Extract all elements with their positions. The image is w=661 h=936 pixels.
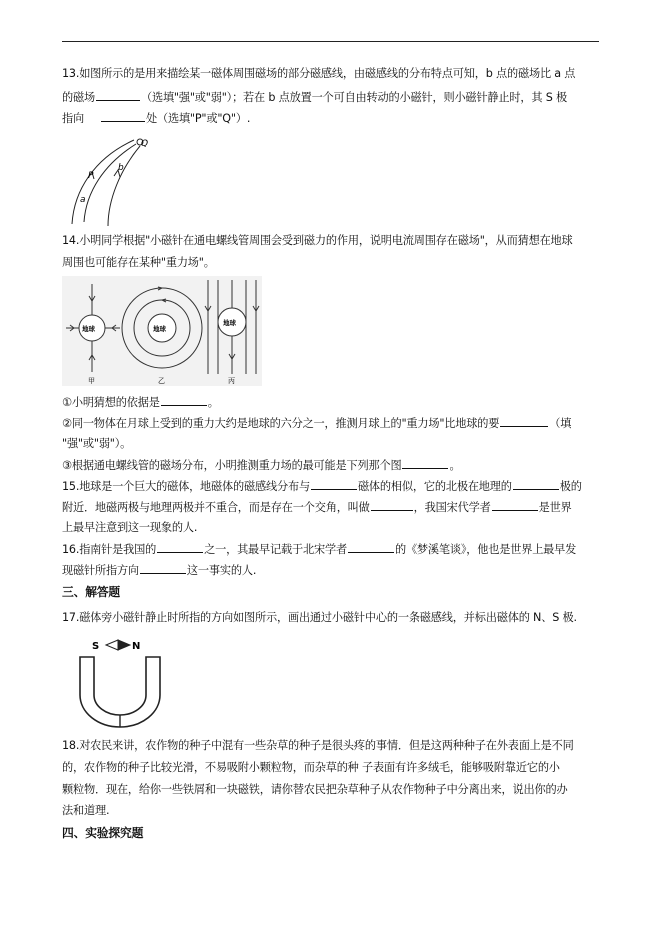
q18-line2: 的，农作物的种子比较光滑，不易吸附小颗粒物，而杂草的种 子表面有许多绒毛，能够吸附靠近它的小	[62, 761, 560, 774]
q15-blank-1[interactable]	[311, 478, 357, 490]
q14-sub1-a: ①小明猜想的依据是	[62, 396, 160, 409]
q14-sub3-a: ③根据通电螺线管的磁场分布，小明推测重力场的最可能是下列那个图	[62, 459, 402, 472]
q16-blank-3[interactable]	[140, 562, 186, 574]
q13-line2-a: 的磁场	[62, 91, 95, 104]
q13-blank-1[interactable]	[96, 89, 140, 101]
q13-line2-b: （选填"强"或"弱"）；若在 b 点放置一个可自由转动的小磁针，则小磁针静止时，其 S 极	[140, 91, 567, 104]
q14-figure	[62, 276, 262, 386]
earth-label-yi: 地球	[153, 325, 166, 333]
field-line-2	[84, 144, 136, 222]
q13-blank-2[interactable]	[101, 110, 145, 122]
label-bing: 丙	[228, 377, 235, 385]
q17-figure	[74, 635, 168, 731]
q15-line1	[62, 478, 582, 495]
u-magnet-diagram	[74, 635, 168, 731]
gravity-field-diagrams	[62, 276, 262, 386]
q14-blank-3[interactable]	[402, 457, 448, 469]
q16-l1-b: 之一，其最早记载于北宋学者	[204, 543, 347, 556]
label-p: P	[88, 171, 94, 181]
q16-l1-a: 16.指南针是我国的	[62, 543, 157, 556]
q15-line2	[62, 499, 572, 516]
q16-blank-2[interactable]	[348, 541, 394, 553]
q15-line3: 上最早注意到这一现象的人.	[62, 521, 198, 534]
q15-blank-2[interactable]	[513, 478, 559, 490]
field-line-1	[72, 140, 134, 224]
q16-l2-a: 现磁针所指方向	[62, 564, 139, 577]
q17-text: 17.磁体旁小磁针静止时所指的方向如图所示，画出通过小磁针中心的一条磁感线，并标出磁体的 N、S 极.	[62, 611, 577, 624]
q14-line2: 周围也可能存在某种"重力场"。	[62, 256, 215, 269]
q14-sub2-b: （填	[549, 417, 572, 430]
q16-line1	[62, 541, 576, 558]
q14-sub3-b: 。	[449, 459, 461, 472]
q14-sub3	[62, 457, 460, 474]
q15-blank-4[interactable]	[492, 499, 538, 511]
label-jia: 甲	[88, 377, 95, 385]
section-heading-4: 四、实验探究题	[62, 826, 144, 840]
q14-blank-2[interactable]	[500, 415, 548, 427]
q13-line3-a: 指向	[62, 112, 84, 125]
q14-sub2-cont: "强"或"弱"）。	[62, 437, 132, 450]
earth-label-bing: 地球	[223, 319, 236, 327]
q15-l2-b: ，我国宋代学者	[413, 501, 491, 514]
q13-figure	[62, 136, 182, 228]
section-heading-3: 三、解答题	[62, 585, 120, 599]
q16-line2	[62, 562, 256, 579]
q18-line4: 法和道理.	[62, 804, 110, 817]
field-line-3	[108, 146, 140, 226]
q13-line1: 13.如图所示的是用来描绘某一磁体周围磁场的部分磁感线，由磁感线的分布特点可知，b 点的磁场比 a 点	[62, 67, 576, 80]
q15-blank-3[interactable]	[371, 499, 413, 511]
q14-sub1-b: 。	[207, 396, 219, 409]
q13-line2	[62, 89, 567, 106]
q14-sub1	[62, 394, 219, 411]
q15-l2-c: 是世界	[538, 501, 572, 514]
q13-line3-b: 处（选填"P"或"Q"）.	[145, 112, 251, 125]
q14-sub2	[62, 415, 571, 432]
q16-l1-c: 的《梦溪笔谈》，他也是世界上最早发	[394, 543, 577, 556]
needle-s-half	[106, 640, 118, 650]
label-a: a	[80, 195, 86, 205]
needle-n-half	[118, 640, 130, 650]
label-yi: 乙	[158, 377, 165, 385]
q16-blank-1[interactable]	[157, 541, 203, 553]
label-q: Q	[141, 139, 149, 149]
q15-l2-a: 附近．地磁两极与地理两极并不重合，而是存在一个交角，叫做	[62, 501, 370, 514]
q14-sub2-a: ②同一物体在月球上受到的重力大约是地球的六分之一，推测月球上的"重力场"比地球的要	[62, 417, 500, 430]
magnetic-field-lines-diagram	[62, 136, 182, 228]
q14-line1: 14.小明同学根据"小磁针在通电螺线管周围会受到磁力的作用，说明电流周围存在磁场"，从而猜想在地球	[62, 234, 573, 247]
needle-s-label: S	[92, 641, 100, 652]
earth-label-jia: 地球	[82, 325, 95, 333]
q13-line3	[62, 110, 250, 127]
q18-line1: 18.对农民来讲，农作物的种子中混有一些杂草的种子是很头疼的事情．但是这两种种子在外表面上是不同	[62, 739, 574, 752]
q15-l1-c: 极的	[559, 480, 582, 493]
q15-l1-b: 磁体的相似，它的北极在地理的	[357, 480, 512, 493]
q15-l1-a: 15.地球是一个巨大的磁体，地磁体的磁感线分布与	[62, 480, 310, 493]
header-rule	[62, 41, 599, 42]
q16-l2-b: 这一事实的人.	[186, 564, 257, 577]
needle-n-label: N	[132, 641, 141, 652]
q18-line3: 颗粒物．现在，给你一些铁屑和一块磁铁，请你替农民把杂草种子从农作物种子中分离出来，说出你的办	[62, 783, 568, 796]
label-b: b	[118, 163, 124, 173]
q14-blank-1[interactable]	[161, 394, 207, 406]
